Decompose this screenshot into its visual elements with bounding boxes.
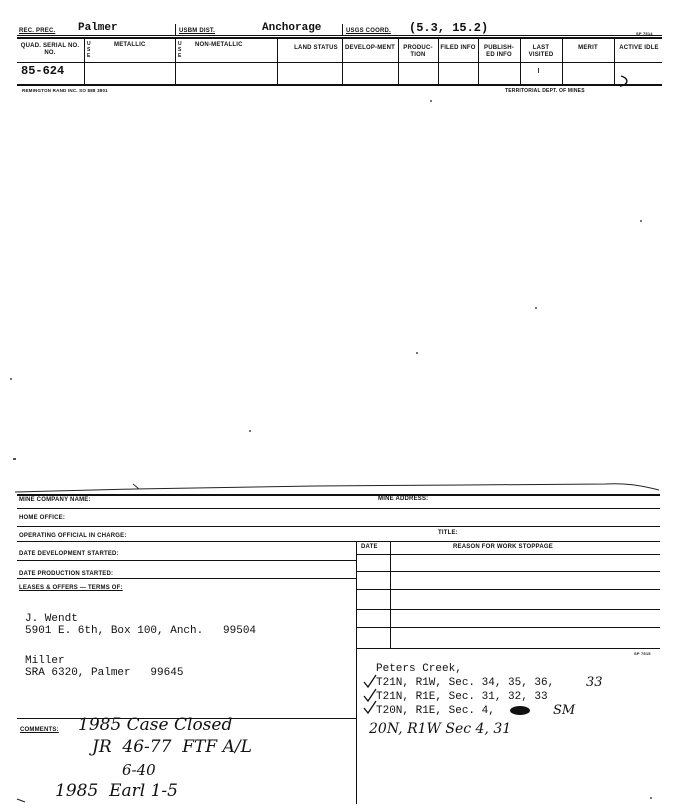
usbm-dist-label: USBM DIST. <box>179 28 216 34</box>
comments-divider <box>356 649 357 804</box>
top-card-header-rule <box>17 37 662 39</box>
home-office-label: HOME OFFICE: <box>19 515 66 521</box>
printer-footer: REMINGTON RAND INC. SO 888 3801 <box>22 88 108 93</box>
check-marks-icon <box>362 673 378 715</box>
reason-column-label: REASON FOR WORK STOPPAGE <box>453 544 553 550</box>
stoppage-grid-rule <box>356 571 660 572</box>
speck <box>13 458 16 460</box>
speck <box>650 797 652 799</box>
stoppage-grid-rule <box>356 609 660 610</box>
column-divider <box>84 38 85 84</box>
column-divider <box>175 38 176 84</box>
lessee-1-address: 5901 E. 6th, Box 100, Anch. 99504 <box>25 625 257 637</box>
bottom-form-code: SP 7515 <box>634 651 651 656</box>
comment-date: 6-40 <box>122 761 156 779</box>
production-header: PRODUC-TION <box>403 45 433 58</box>
stoppage-grid-divider <box>390 541 391 649</box>
date-column-label: DATE <box>361 544 378 550</box>
header-divider <box>342 24 343 36</box>
row-rule <box>17 578 356 579</box>
mine-address-label: MINE ADDRESS: <box>378 496 429 502</box>
lessee-1-name: J. Wendt <box>25 613 78 625</box>
last-visited-header: LAST VISITED <box>528 45 554 58</box>
comment-case-closed: 1985 Case Closed <box>78 715 233 735</box>
department-footer: TERRITORIAL DEPT. OF MINES <box>505 88 585 94</box>
top-card-border-line <box>17 35 662 36</box>
serial-number-value: 85-624 <box>21 64 65 78</box>
nonmetallic-header: NON-METALLIC <box>195 42 243 48</box>
stoppage-grid-rule <box>356 627 660 628</box>
use-metallic-header: U S E <box>87 41 91 59</box>
stoppage-grid-rule <box>356 648 660 649</box>
merit-header: MERIT <box>578 45 598 51</box>
company-row-rule <box>17 494 660 496</box>
column-divider <box>520 38 521 84</box>
ink-blot <box>510 706 530 715</box>
column-divider <box>562 38 563 84</box>
speck <box>249 430 251 432</box>
column-divider <box>398 38 399 84</box>
location-line-4-handwritten: SM <box>553 703 576 718</box>
speck <box>10 378 12 380</box>
location-line-4: T20N, R1E, Sec. 4, <box>376 705 495 717</box>
date-development-label: DATE DEVELOPMENT STARTED: <box>19 551 119 557</box>
stoppage-grid-rule <box>356 589 660 590</box>
location-line-2: T21N, R1W, Sec. 34, 35, 36, <box>376 677 555 689</box>
column-divider <box>277 38 278 84</box>
lessee-2-name: Miller <box>25 655 65 667</box>
location-line-1: Peters Creek, <box>376 663 462 675</box>
usbm-dist-value: Anchorage <box>262 22 322 34</box>
title-label: TITLE: <box>438 530 458 536</box>
row-rule <box>17 526 660 527</box>
development-header: DEVELOP-MENT <box>344 45 396 51</box>
column-divider <box>614 38 615 84</box>
quad-serial-header: QUAD. SERIAL NO. NO. <box>20 43 80 56</box>
comments-label: COMMENTS: <box>20 727 59 733</box>
operating-official-label: OPERATING OFFICIAL IN CHARGE: <box>19 533 127 539</box>
header-divider <box>175 24 176 36</box>
tick-mark <box>538 68 539 73</box>
use-nonmetallic-header: U S E <box>178 41 182 59</box>
speck <box>640 220 642 222</box>
leases-offers-label: LEASES & OFFERS — TERMS OF: <box>19 585 123 591</box>
date-production-label: DATE PRODUCTION STARTED: <box>19 571 114 577</box>
column-divider <box>438 38 439 84</box>
pen-mark-icon <box>618 74 640 88</box>
stoppage-grid-rule <box>356 554 660 555</box>
speck <box>535 307 537 309</box>
comment-inspection: JR 46-77 FTF A/L <box>92 737 252 757</box>
published-info-header: PUBLISH-ED INFO <box>484 45 514 58</box>
speck <box>416 352 418 354</box>
active-idle-header: ACTIVE IDLE <box>619 45 659 51</box>
location-line-2-handwritten: 33 <box>586 675 603 690</box>
location-line-3: T21N, R1E, Sec. 31, 32, 33 <box>376 691 548 703</box>
rec-prec-value: Palmer <box>78 22 118 34</box>
column-divider <box>478 38 479 84</box>
land-status-header: LAND STATUS <box>294 45 338 51</box>
comment-final: 1985 Earl 1-5 <box>55 781 178 801</box>
top-card-column-rule <box>17 62 662 63</box>
row-rule <box>17 541 660 542</box>
usgs-coord-label: USGS COORD. <box>346 28 391 34</box>
lessee-2-address: SRA 6320, Palmer 99645 <box>25 667 184 679</box>
filed-info-header: FILED INFO <box>440 45 476 51</box>
location-line-5-handwritten: 20N, R1W Sec 4, 31 <box>369 721 512 737</box>
form-code: SP 7514 <box>636 31 653 36</box>
stoppage-grid-divider <box>356 541 357 649</box>
rec-prec-label: REC. PREC. <box>19 28 56 34</box>
row-rule <box>17 560 356 561</box>
column-divider <box>342 38 343 84</box>
usgs-coord-value: (5.3, 15.2) <box>409 21 489 35</box>
mine-company-label: MINE COMPANY NAME: <box>19 497 91 503</box>
speck <box>430 100 432 102</box>
top-card-bottom-rule <box>17 84 662 86</box>
corner-mark <box>15 795 45 805</box>
row-rule <box>17 508 660 509</box>
metallic-header: METALLIC <box>114 42 146 48</box>
